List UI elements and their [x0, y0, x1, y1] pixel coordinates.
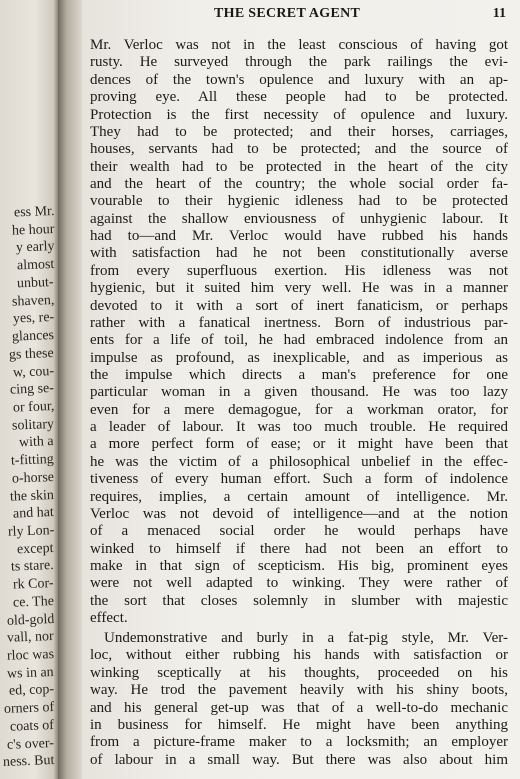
body-line: requires, implies, a certain amount of intelligence. Mr. — [90, 488, 508, 505]
facing-page-line: yes, re- — [12, 310, 55, 327]
facing-page-line: coats of — [9, 717, 55, 735]
facing-page-line: ess Mr. — [13, 204, 55, 221]
facing-page-line: or four, — [12, 398, 55, 416]
facing-page-line: except — [17, 540, 55, 558]
body-line: a more perfect form of ease; or it might have been that — [90, 436, 508, 453]
body-line: rather with a fanatical inertness. Born of industrious par- — [90, 314, 508, 331]
facing-page-line: ness. But — [2, 753, 55, 771]
facing-page-line: and hat — [12, 505, 55, 522]
facing-page-line: w, cou- — [12, 363, 55, 381]
facing-page-line: rk Cor- — [13, 576, 55, 593]
body-line: Mr. Verloc was not in the least conscious of having got — [90, 37, 508, 53]
facing-page-line: cing se- — [9, 381, 55, 398]
body-line: from every superfluous exertion. His idleness was not — [90, 262, 508, 279]
facing-page — [0, 0, 58, 779]
facing-page-line: old-gold — [6, 611, 55, 629]
body-line: of labour in a small way. But there was also about him — [90, 751, 508, 768]
facing-page-line: vall, nor — [7, 629, 55, 647]
facing-page-line: o-horse — [11, 469, 55, 487]
body-line: loc, without either rubbing his hands with satisfaction or — [90, 647, 508, 664]
facing-page-line: ws in an — [7, 664, 55, 682]
body-line: vourable to their hygienic idleness had to be protected — [90, 193, 508, 210]
body-line: Protection is the first necessity of opulence and luxury. — [90, 106, 508, 123]
body-line: and his general get-up was that of a well-to-do mechanic — [90, 699, 508, 716]
body-line: particular woman in a given thousand. He was too lazy — [90, 384, 508, 401]
body-line: houses, servants had to be protected; and the source of — [90, 141, 508, 158]
facing-page-line: with a — [19, 434, 55, 451]
body-line: and the heart of the country; the whole social order fa- — [90, 175, 508, 192]
facing-page-line: glances — [11, 328, 55, 345]
facing-page-line: ce. The — [12, 593, 55, 611]
facing-page-line: shaven, — [11, 292, 55, 310]
facing-page-line: rly Lon- — [7, 522, 55, 540]
facing-page-line: solitary — [11, 416, 55, 434]
body-line: their wealth had to be protected in the heart of the city — [90, 158, 508, 175]
body-line: tiveness of every human effort. Such a form of indolence — [90, 471, 508, 488]
body-line: dences of the town's opulence and luxury with an ap- — [90, 71, 508, 88]
facing-page-line: ts stare. — [10, 558, 55, 576]
body-line: the impulse which directs a man's preference for one — [90, 367, 508, 383]
book-page — [82, 0, 520, 779]
body-line: impulse as profound, as inexplicable, and as imperious as — [90, 349, 508, 366]
facing-page-line: rloc was — [6, 647, 55, 664]
body-line: even for a mere demagogue, for a workman orator, for — [90, 401, 508, 418]
body-line: Verloc was not devoid of intelligence—and at the notion — [90, 505, 508, 522]
facing-page-line: gs these — [9, 345, 55, 363]
book-gutter — [58, 0, 82, 779]
page-number: 11 — [492, 6, 506, 21]
body-line: against the shallow enviousness of unhygienic labour. It — [90, 210, 508, 227]
body-line: of a menaced social order he would perhaps have — [90, 523, 508, 540]
body-line: way. He trod the pavement heavily with his shiny boots, — [90, 682, 508, 699]
body-line: devoted to it with a sort of inert fanaticism, or perhaps — [90, 297, 508, 314]
facing-page-line: the skin — [9, 487, 55, 505]
facing-page-line: ed, cop- — [8, 682, 55, 700]
body-line: proving eye. All these people had to be protected. — [90, 89, 508, 106]
body-line: in business for himself. He might have been anything — [90, 716, 508, 733]
facing-page-line: orners of — [3, 700, 55, 718]
body-line: had to—and Mr. Verloc would have rubbed his hands — [90, 228, 508, 244]
body-line: rusty. He surveyed through the park railings the evi- — [90, 54, 508, 71]
running-title: THE SECRET AGENT — [214, 6, 361, 21]
page-header — [82, 6, 520, 26]
body-line: the sort that closes solemnly in slumber with majestic — [90, 592, 508, 609]
body-line: he was the victim of a philosophical unbelief in the effec- — [90, 453, 508, 470]
body-line: a leader of labour. It was too much trouble. He required — [90, 419, 508, 436]
body-line: from a picture-frame maker to a locksmith; an employer — [90, 734, 508, 751]
body-line: ents for a life of toil, he had embraced indolence from an — [90, 332, 508, 349]
body-line: with satisfaction had he not been constitutionally averse — [90, 245, 508, 262]
body-line: winking sceptically at his thoughts, proceeded on his — [90, 664, 508, 681]
facing-page-line: he hour — [11, 221, 55, 239]
facing-page-line: t-fitting — [10, 452, 55, 469]
body-line: hygienic, but it suited him very well. He was in a manner — [90, 280, 508, 297]
body-line: winked to himself if there had not been an effort to — [90, 540, 508, 557]
body-line: make in that sign of scepticism. His big, prominent eyes — [90, 558, 508, 574]
body-line: effect. — [90, 610, 128, 627]
facing-page-line: almost — [16, 257, 55, 274]
body-line: were not well adapted to winking. They were rather of — [90, 575, 508, 592]
body-line: They had to be protected; and their horses, carriages, — [90, 123, 508, 140]
facing-page-line: c's over- — [6, 735, 55, 753]
facing-page-line: y early — [15, 239, 55, 256]
facing-page-line: unbut- — [17, 274, 55, 292]
body-line: Undemonstrative and burly in a fat-pig style, Mr. Ver- — [104, 630, 508, 647]
